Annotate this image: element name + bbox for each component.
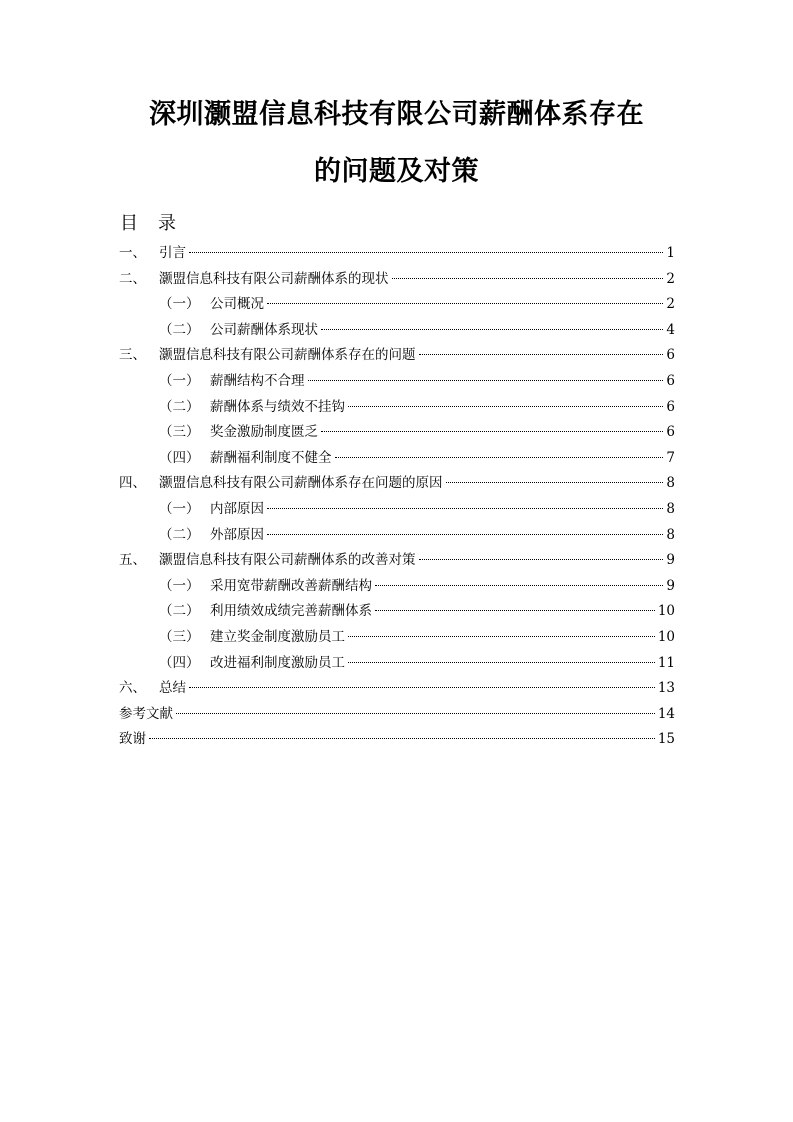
toc-entry-number: （三） xyxy=(159,628,200,645)
toc-dot-leader xyxy=(375,585,663,586)
toc-entry[interactable] xyxy=(119,243,675,269)
toc-entry-page-number: 6 xyxy=(666,347,675,364)
toc-entry-number: 三、 xyxy=(119,347,146,364)
toc-entry-label: 总结 xyxy=(159,680,186,697)
toc-dot-leader xyxy=(375,610,655,611)
toc-entry-number: （一） xyxy=(159,577,200,594)
toc-entry-number: （二） xyxy=(159,398,200,415)
toc-entry-number: 五、 xyxy=(119,552,146,569)
toc-entry-label: 薪酬体系与绩效不挂钩 xyxy=(210,398,345,415)
toc-dot-leader xyxy=(149,738,655,739)
toc-entry-page-number: 9 xyxy=(666,552,675,569)
table-of-contents xyxy=(119,243,675,755)
toc-dot-leader xyxy=(321,431,663,432)
toc-dot-leader xyxy=(189,687,655,688)
toc-entry-label: 奖金激励制度匮乏 xyxy=(210,424,318,441)
toc-entry-label: 灏盟信息科技有限公司薪酬体系存在的问题 xyxy=(159,347,416,364)
toc-entry-page-number: 9 xyxy=(666,577,675,594)
toc-heading-char2: 录 xyxy=(158,213,178,234)
toc-entry-page-number: 4 xyxy=(666,321,675,338)
toc-entry-number: （一） xyxy=(159,500,200,517)
toc-dot-leader xyxy=(267,534,663,535)
toc-entry-page-number: 13 xyxy=(657,680,675,697)
toc-entry-number: 四、 xyxy=(119,475,146,492)
toc-entry-page-number: 6 xyxy=(666,372,675,389)
toc-entry-page-number: 7 xyxy=(666,449,675,466)
toc-entry[interactable] xyxy=(119,550,675,576)
toc-entry-number: 二、 xyxy=(119,270,146,287)
toc-entry[interactable] xyxy=(119,448,675,474)
toc-dot-leader xyxy=(176,713,655,714)
toc-entry-number: （二） xyxy=(159,321,200,338)
toc-entry-number: （二） xyxy=(159,526,200,543)
toc-entry-label: 利用绩效成绩完善薪酬体系 xyxy=(210,603,372,620)
toc-entry[interactable] xyxy=(119,704,675,730)
toc-entry[interactable] xyxy=(119,601,675,627)
toc-entry-page-number: 10 xyxy=(657,603,675,620)
toc-entry-label: 引言 xyxy=(159,245,186,261)
toc-heading xyxy=(120,212,196,236)
toc-dot-leader xyxy=(348,406,663,407)
toc-entry-number: （一） xyxy=(159,372,200,389)
toc-dot-leader xyxy=(335,457,664,458)
toc-entry-page-number: 2 xyxy=(666,270,675,287)
toc-dot-leader xyxy=(267,303,663,304)
toc-dot-leader xyxy=(419,354,664,355)
document-title-line2: 的问题及对策 xyxy=(314,156,479,187)
toc-dot-leader xyxy=(419,559,664,560)
toc-entry[interactable] xyxy=(119,678,675,704)
toc-entry-page-number: 11 xyxy=(657,654,675,671)
toc-entry[interactable] xyxy=(119,320,675,346)
toc-dot-leader xyxy=(348,636,655,637)
toc-entry-number: 一、 xyxy=(119,245,146,261)
toc-dot-leader xyxy=(446,482,664,483)
toc-entry[interactable] xyxy=(119,269,675,295)
toc-entry[interactable] xyxy=(119,397,675,423)
toc-entry[interactable] xyxy=(119,525,675,551)
toc-entry[interactable] xyxy=(119,371,675,397)
toc-heading-char1: 目 xyxy=(120,213,140,234)
toc-entry-page-number: 8 xyxy=(666,475,675,492)
toc-entry-label: 灏盟信息科技有限公司薪酬体系的改善对策 xyxy=(159,552,416,569)
toc-entry-page-number: 8 xyxy=(666,500,675,517)
toc-entry[interactable] xyxy=(119,576,675,602)
toc-dot-leader xyxy=(321,329,663,330)
toc-entry-page-number: 15 xyxy=(657,731,675,748)
toc-entry-label: 公司薪酬体系现状 xyxy=(210,321,318,338)
toc-entry[interactable] xyxy=(119,499,675,525)
toc-entry[interactable] xyxy=(119,345,675,371)
toc-dot-leader xyxy=(267,508,663,509)
toc-dot-leader xyxy=(308,380,664,381)
toc-entry-label: 公司概况 xyxy=(210,296,264,313)
toc-entry-number: （四） xyxy=(159,654,200,671)
toc-entry-page-number: 6 xyxy=(666,424,675,441)
toc-entry-number: （二） xyxy=(159,603,200,620)
toc-dot-leader xyxy=(392,278,664,279)
toc-entry-label: 灏盟信息科技有限公司薪酬体系的现状 xyxy=(159,270,389,287)
toc-entry-number: （四） xyxy=(159,449,200,466)
toc-entry-number: 六、 xyxy=(119,680,146,697)
toc-dot-leader xyxy=(189,252,663,253)
toc-entry-label: 内部原因 xyxy=(210,500,264,517)
toc-entry-label: 致谢 xyxy=(119,731,146,748)
toc-entry-label: 薪酬福利制度不健全 xyxy=(210,449,332,466)
toc-entry-page-number: 8 xyxy=(666,526,675,543)
toc-entry[interactable] xyxy=(119,653,675,679)
toc-entry[interactable] xyxy=(119,294,675,320)
toc-entry[interactable] xyxy=(119,422,675,448)
toc-entry-page-number: 2 xyxy=(666,296,675,313)
toc-entry[interactable] xyxy=(119,473,675,499)
toc-entry-label: 参考文献 xyxy=(119,705,173,722)
toc-entry-number: （一） xyxy=(159,296,200,313)
toc-entry-page-number: 1 xyxy=(666,245,675,261)
document-title-line1: 深圳灏盟信息科技有限公司薪酬体系存在 xyxy=(149,99,644,130)
toc-entry-page-number: 10 xyxy=(657,628,675,645)
toc-entry-label: 建立奖金制度激励员工 xyxy=(210,628,345,645)
toc-entry-label: 灏盟信息科技有限公司薪酬体系存在问题的原因 xyxy=(159,475,443,492)
toc-entry-page-number: 14 xyxy=(657,705,675,722)
toc-entry-label: 采用宽带薪酬改善薪酬结构 xyxy=(210,577,372,594)
toc-entry-page-number: 6 xyxy=(666,398,675,415)
toc-dot-leader xyxy=(348,662,655,663)
toc-entry-label: 外部原因 xyxy=(210,526,264,543)
toc-entry-number: （三） xyxy=(159,424,200,441)
toc-entry-label: 薪酬结构不合理 xyxy=(210,372,305,389)
toc-entry-label: 改进福利制度激励员工 xyxy=(210,654,345,671)
toc-entry[interactable] xyxy=(119,729,675,755)
toc-entry[interactable] xyxy=(119,627,675,653)
